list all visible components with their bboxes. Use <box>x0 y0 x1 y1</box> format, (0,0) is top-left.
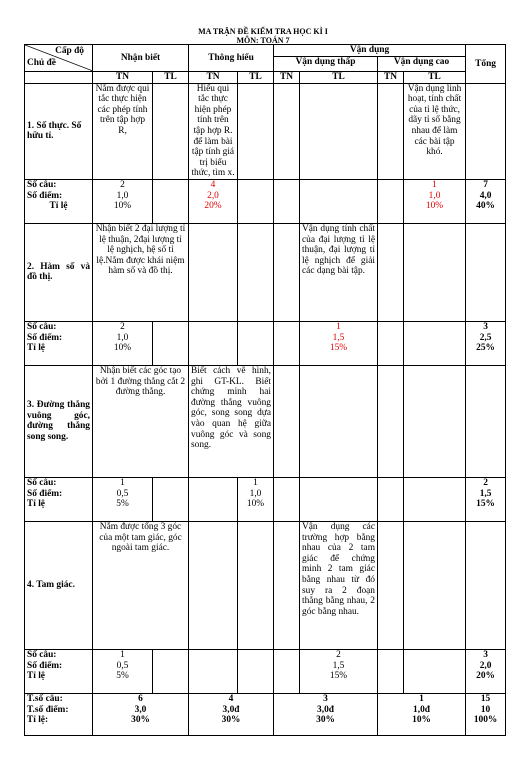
empty-cell <box>274 521 300 649</box>
total-so-diem: 3,0đ <box>222 704 240 715</box>
stats-tong <box>466 477 506 521</box>
total-ti-le: 30% <box>221 715 241 726</box>
total-so-diem: 3,0 <box>134 704 147 715</box>
totals-row <box>25 693 506 735</box>
total-so-cau: 6 <box>138 693 143 704</box>
totals-tong <box>466 693 506 735</box>
stats-labels <box>25 321 93 365</box>
subject-title: MÔN: TOÁN 7 <box>236 36 290 45</box>
topic-nb-desc: Nhận biết các góc tạo bởi 1 đường thẳng cắt 2 đường thẳng. <box>93 365 189 477</box>
empty-cell <box>189 321 238 365</box>
totals-vdc <box>378 693 466 735</box>
header-blank <box>25 71 93 83</box>
stat-so-diem: 1,0 <box>116 190 129 201</box>
stats-row-3 <box>25 477 506 521</box>
stat-so-diem: 4,0 <box>479 190 492 201</box>
empty-cell <box>404 477 466 521</box>
stat-ti-le: 10% <box>246 499 265 510</box>
stats-vdt <box>300 321 378 365</box>
stat-so-diem: 1,5 <box>332 332 345 343</box>
stats-th <box>189 179 238 223</box>
label-so-cau: Số câu: <box>27 321 57 332</box>
stats-vdc <box>404 179 466 223</box>
stat-ti-le: 25% <box>476 343 495 354</box>
stats-tong <box>466 179 506 223</box>
total-so-diem: 10 <box>480 704 491 715</box>
empty-cell <box>153 477 189 521</box>
label-so-diem: Số điểm: <box>27 190 63 201</box>
empty-cell <box>238 223 274 321</box>
stat-so-diem: 0,5 <box>116 488 129 499</box>
label-so-diem: Số điểm: <box>27 332 63 343</box>
topic-th-desc: Biết cách vẽ hình, ghi GT-KL. Biết chứng minh hai đường thẳng vuông góc, song song dựa vào quan hệ giữa vuông góc và song song. <box>189 365 274 477</box>
stat-so-diem: 0,5 <box>116 660 129 671</box>
stat-so-cau: 2 <box>483 477 488 488</box>
empty-cell <box>378 521 404 649</box>
stats-nb <box>93 179 153 223</box>
stats-th <box>238 477 274 521</box>
topic-name: 2. Hàm số và đồ thị. <box>25 223 93 321</box>
stat-ti-le: 20% <box>204 201 222 212</box>
total-ti-le: 10% <box>412 715 431 726</box>
stats-labels <box>25 649 93 693</box>
topic-nb-desc: Nắm được qui tắc thực hiện các phép tính trên tập hợp R, <box>93 83 153 179</box>
empty-cell <box>404 521 466 649</box>
label-t-so-diem: T.số điểm: <box>27 704 69 715</box>
stat-so-diem: 1,0 <box>116 332 129 343</box>
stat-so-cau: 1 <box>120 649 125 660</box>
stat-ti-le: 15% <box>476 499 495 510</box>
label-so-diem: Số điểm: <box>27 488 63 499</box>
stats-row-2 <box>25 321 506 365</box>
stat-so-cau: 3 <box>483 321 488 332</box>
header-vdc-tl: TL <box>404 71 466 83</box>
document-title: MA TRẬN ĐỀ KIỂM TRA HỌC KÌ I <box>198 27 328 36</box>
totals-th <box>189 693 274 735</box>
stat-ti-le: 15% <box>329 671 348 682</box>
stat-ti-le: 5% <box>116 671 129 682</box>
header-vdc-tn: TN <box>378 71 404 83</box>
empty-cell <box>378 649 404 693</box>
total-so-cau: 15 <box>480 693 491 704</box>
header-tong: Tổng <box>466 45 506 84</box>
totals-vdt <box>274 693 378 735</box>
empty-cell <box>189 223 238 321</box>
label-so-cau: Số câu: <box>27 179 57 190</box>
empty-cell <box>466 83 506 179</box>
header-thong-hieu: Thông hiểu <box>189 45 274 72</box>
topic-name: 3. Đường thẳng vuông góc, đường thẳng song song. <box>25 365 93 477</box>
stat-so-diem: 2,0 <box>207 190 219 201</box>
empty-cell <box>378 223 404 321</box>
empty-cell <box>238 179 274 223</box>
header-vdt-tn: TN <box>274 71 300 83</box>
stat-so-diem: 1,5 <box>332 660 345 671</box>
empty-cell <box>274 179 300 223</box>
empty-cell <box>466 365 506 477</box>
header-th-tn: TN <box>189 71 238 83</box>
empty-cell <box>300 365 378 477</box>
empty-cell <box>189 477 238 521</box>
label-t-ti-le: Tỉ lệ: <box>27 715 49 726</box>
empty-cell <box>378 321 404 365</box>
stat-so-cau: 2 <box>336 649 341 660</box>
stats-labels <box>25 477 93 521</box>
label-ti-le: Tỉ lệ <box>27 671 45 682</box>
totals-nb <box>93 693 189 735</box>
topic-name: 4. Tam giác. <box>25 521 93 649</box>
stat-so-cau: 7 <box>483 179 488 190</box>
stats-row-4 <box>25 649 506 693</box>
stat-so-diem: 2,0 <box>479 660 492 671</box>
empty-cell <box>274 477 300 521</box>
empty-cell <box>274 649 300 693</box>
stat-so-cau: 1 <box>253 477 258 488</box>
empty-cell <box>189 521 238 649</box>
stat-so-cau: 1 <box>432 179 437 190</box>
stat-so-cau: 2 <box>120 321 125 332</box>
topic-row-4 <box>25 521 506 649</box>
total-so-diem: 3,0đ <box>317 704 334 715</box>
header-nb-tn: TN <box>93 71 153 83</box>
empty-cell <box>404 365 466 477</box>
total-so-cau: 1 <box>419 693 424 704</box>
empty-cell <box>153 83 189 179</box>
stat-ti-le: 20% <box>476 671 495 682</box>
empty-cell <box>404 649 466 693</box>
empty-cell <box>153 179 189 223</box>
empty-cell <box>404 321 466 365</box>
header-th-tl: TL <box>238 71 274 83</box>
label-so-cau: Số câu: <box>27 477 57 488</box>
topic-row-3 <box>25 365 506 477</box>
total-ti-le: 30% <box>316 715 335 726</box>
label-so-cau: Số câu: <box>27 649 57 660</box>
header-nhan-biet: Nhận biết <box>93 45 189 72</box>
stat-so-cau: 1 <box>120 477 125 488</box>
topic-vdt-desc: Vận dụng tính chất của đại lượng tỉ lệ thuận, đại lượng tỉ lệ nghịch để giải các dạng bài tập. <box>300 223 378 321</box>
total-ti-le: 30% <box>131 715 150 726</box>
empty-cell <box>153 321 189 365</box>
empty-cell <box>466 223 506 321</box>
stat-ti-le: 15% <box>329 343 348 354</box>
empty-cell <box>378 365 404 477</box>
header-van-dung: Vận dụng <box>274 45 466 57</box>
stat-so-cau: 1 <box>336 321 341 332</box>
empty-cell <box>274 83 300 179</box>
empty-cell <box>238 521 274 649</box>
empty-cell <box>153 649 189 693</box>
stat-ti-le: 5% <box>116 499 129 510</box>
stat-ti-le: 10% <box>425 201 444 212</box>
topic-row-1 <box>25 83 506 179</box>
exam-matrix-table <box>24 44 506 736</box>
corner-top-label: Cấp độ <box>55 46 84 56</box>
empty-cell <box>466 521 506 649</box>
header-nb-tl: TL <box>153 71 189 83</box>
label-ti-le: Tỉ lệ <box>27 343 45 354</box>
stats-labels <box>25 179 93 223</box>
stat-so-diem: 1,5 <box>479 488 492 499</box>
stat-so-cau: 2 <box>120 179 125 190</box>
stat-ti-le: 40% <box>476 201 495 212</box>
label-ti-le: Tỉ lệ <box>49 201 68 212</box>
empty-cell <box>404 223 466 321</box>
empty-cell <box>238 83 274 179</box>
topic-th-desc: Hiểu qui tắc thực hiện phép tính trên tập hợp R. để làm bài tập tính giá trị biểu thức, tìm x. <box>189 83 238 179</box>
empty-cell <box>378 477 404 521</box>
stats-vdt <box>300 649 378 693</box>
stat-so-diem: 1,0 <box>249 488 262 499</box>
topic-nb-desc: Nhận biết 2 đại lượng tỉ lệ thuận, 2đại lượng tỉ lệ nghịch, hệ số tỉ lệ.Nắm được khái niệm hàm số và đồ thị. <box>93 223 189 321</box>
empty-cell <box>238 321 274 365</box>
stats-tong <box>466 321 506 365</box>
totals-labels <box>25 693 93 735</box>
stat-so-diem: 2,5 <box>479 332 492 343</box>
topic-vdc-desc: Vận dụng linh hoạt, tính chất của tỉ lệ thức, dãy tỉ số bằng nhau để làm các bài tập khó. <box>404 83 466 179</box>
stat-ti-le: 10% <box>113 201 132 212</box>
stat-so-diem: 1,0 <box>428 190 441 201</box>
label-t-so-cau: T.số câu: <box>27 693 63 704</box>
total-so-diem: 1,0đ <box>413 704 430 715</box>
empty-cell <box>189 649 238 693</box>
stats-tong <box>466 649 506 693</box>
header-row-1 <box>25 45 506 57</box>
empty-cell <box>378 83 404 179</box>
stats-nb <box>93 649 153 693</box>
empty-cell <box>274 321 300 365</box>
topic-nb-desc: Nắm được tổng 3 góc của một tam giác, góc ngoài tam giác. <box>93 521 189 649</box>
empty-cell <box>300 83 378 179</box>
topic-row-2 <box>25 223 506 321</box>
empty-cell <box>274 223 300 321</box>
header-row-3 <box>25 71 506 83</box>
stats-nb <box>93 321 153 365</box>
empty-cell <box>274 365 300 477</box>
corner-cell <box>25 45 93 72</box>
total-so-cau: 3 <box>323 693 328 704</box>
header-van-dung-thap: Vận dụng thấp <box>274 56 378 71</box>
empty-cell <box>238 649 274 693</box>
stats-nb <box>93 477 153 521</box>
header-van-dung-cao: Vận dụng cao <box>378 56 466 71</box>
stats-row-1 <box>25 179 506 223</box>
empty-cell <box>300 179 378 223</box>
stat-so-cau: 3 <box>483 649 488 660</box>
label-so-diem: Số điểm: <box>27 660 63 671</box>
topic-vdt-desc: Vận dụng các trường hợp bằng nhau của 2 tam giác để chứng minh 2 tam giác bằng nhau từ đó suy ra 2 đoạn thẳng bằng nhau, 2 góc bằng nhau. <box>300 521 378 649</box>
header-vdt-tl: TL <box>300 71 378 83</box>
topic-name: 1. Số thực. Số hữu tỉ. <box>25 83 93 179</box>
stat-so-cau: 4 <box>210 179 216 190</box>
total-so-cau: 4 <box>228 693 234 704</box>
label-ti-le: Tỉ lệ <box>27 499 45 510</box>
corner-bottom-label: Chủ đề <box>27 58 56 68</box>
total-ti-le: 100% <box>473 715 498 726</box>
stat-ti-le: 10% <box>113 343 132 354</box>
empty-cell <box>300 477 378 521</box>
empty-cell <box>378 179 404 223</box>
